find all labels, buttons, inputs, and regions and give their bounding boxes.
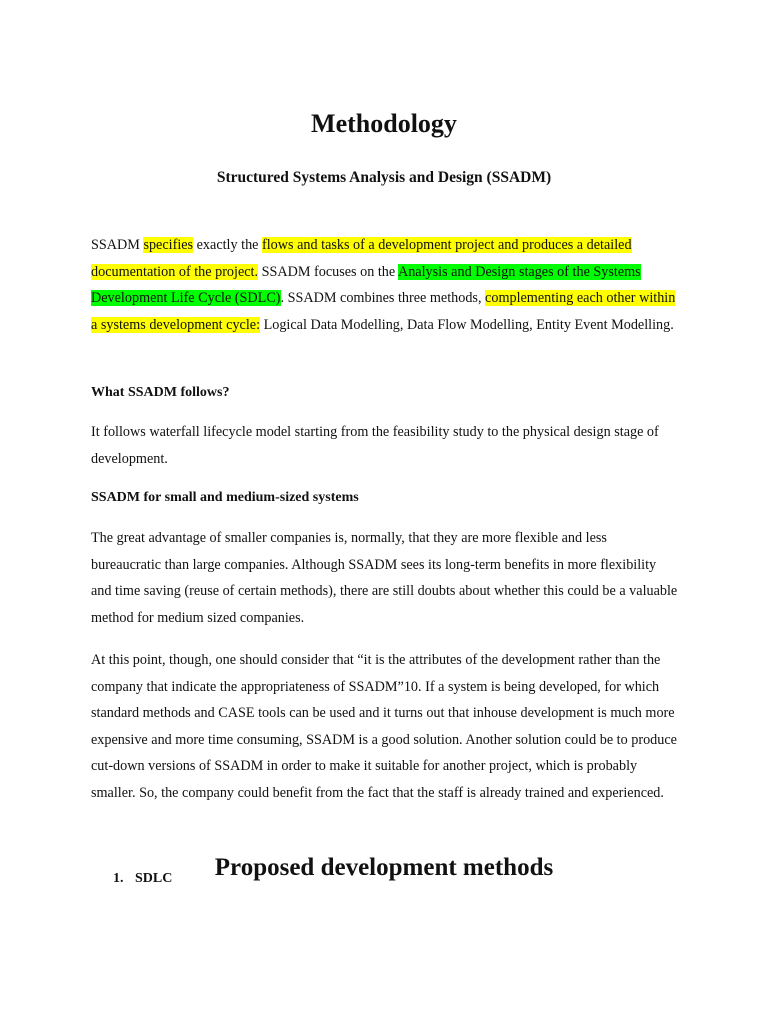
intro-text-3: SSADM focuses on the — [258, 263, 398, 280]
heading-what-ssadm-follows: What SSADM follows? — [91, 385, 230, 400]
page-subtitle: Structured Systems Analysis and Design (SSADM) — [216, 169, 552, 186]
list-item-number: 1. — [113, 871, 124, 886]
intro-text-5: Logical Data Modelling, Data Flow Modelling, Entity Event Modelling. — [260, 316, 674, 333]
list-item — [113, 867, 172, 891]
section-title-proposed-methods: Proposed development methods — [214, 854, 554, 881]
highlight-analysis-design: Analysis and Design stages of the Systems Development Life Cycle (SDLC) — [91, 263, 641, 307]
intro-paragraph — [91, 232, 679, 338]
highlight-complementing: complementing each other within a systems development cycle: — [91, 290, 676, 333]
intro-text-2: exactly the — [193, 237, 263, 253]
paragraph-small-advantages: The great advantage of smaller companies is, normally, that they are more flexible and less bureaucratic than large companies. Although SSADM sees its long-term benefits in more flexibility and time saving (reuse of certain methods), there are still doubts about whether this could be a valuable method for medium sized companies. — [91, 530, 678, 626]
paragraph-small-considerations: At this point, though, one should consider that “it is the attributes of the development rather than the company that indicate the appropriateness of SSADM”10. If a system is being developed, for which standard methods and CASE tools can be used and it turns out that inhouse development is much more expensive and more time consuming, SSADM is a good solution. Another solution could be to produce cut-down versions of SSADM in order to make it suitable for another project, which is probably smaller. So, the company could benefit from the fact that the staff is already trained and experienced. — [91, 652, 677, 801]
intro-text-1: SSADM — [91, 237, 144, 253]
list-item-label: SDLC — [135, 871, 173, 886]
highlight-flows-and-tasks: flows and tasks of a development project and produces a detailed documentation of the project. — [91, 237, 632, 280]
heading-small-medium-systems: SSADM for small and medium-sized systems — [91, 490, 359, 505]
highlight-specifies: specifies — [143, 237, 194, 253]
page-title: Methodology — [311, 109, 457, 138]
intro-text-4: . SSADM combines three methods, — [280, 290, 486, 307]
paragraph-follows: It follows waterfall lifecycle model starting from the feasibility study to the physical design stage of development. — [91, 424, 659, 467]
